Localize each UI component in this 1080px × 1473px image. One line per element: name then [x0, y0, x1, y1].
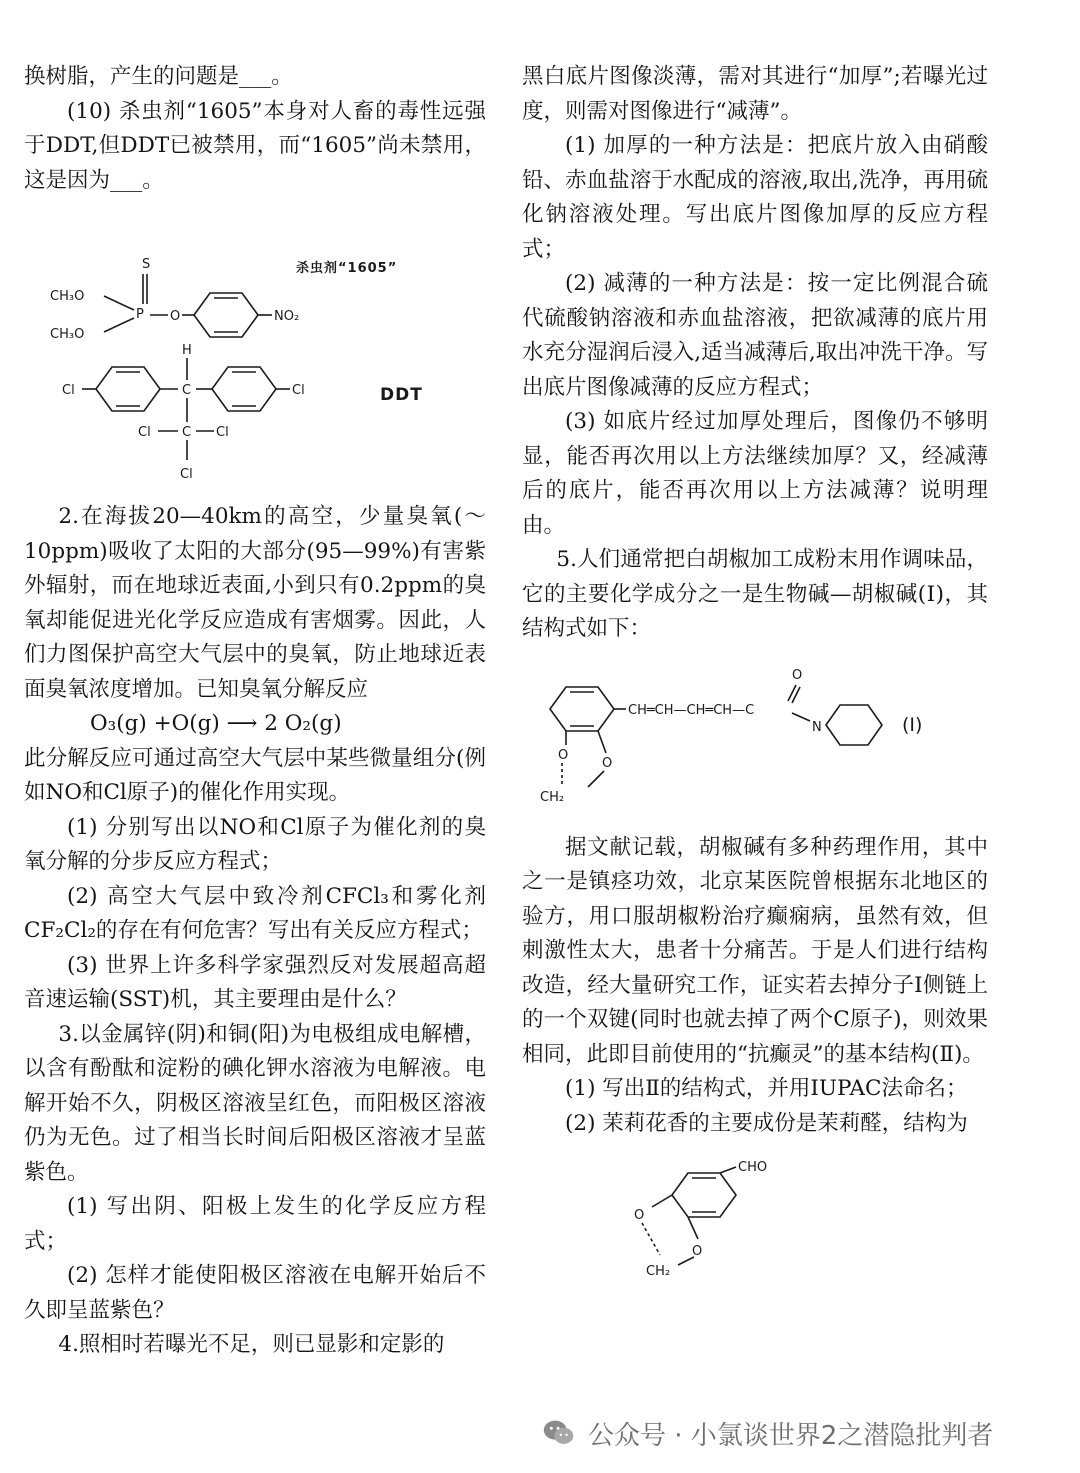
watermark-text: 公众号 · 小氯谈世界2之潜隐批判者 — [588, 1420, 994, 1451]
question-10: (10) 杀虫剂“1605”本身对人畜的毒性远强于DDT,但DDT已被禁用，而“1605”尚未禁用，这是因为___。 — [24, 98, 486, 193]
question-4-part-1: (1) 加厚的一种方法是：把底片放入由硝酸铅、赤血盐溶于水配成的溶液,取出,洗净，再用硫化钠溶液处理。写出底片图像加厚的反应方程式； — [522, 133, 988, 262]
atom-s: S — [142, 257, 151, 272]
atom-c-lower: C — [182, 425, 192, 440]
piperine-o-carbonyl: O — [792, 667, 803, 683]
piperine-chain: CH═CH—CH═CH—C — [628, 702, 755, 718]
piperonal-ch2: CH₂ — [646, 1264, 671, 1279]
piperine-ch2: CH₂ — [540, 789, 565, 805]
piperonal-cho: CHO — [738, 1160, 768, 1175]
question-3-part-2: (2) 怎样才能使阳极区溶液在电解开始后不久即呈蓝紫色？ — [24, 1263, 486, 1323]
question-4-part-3: (3) 如底片经过加厚处理后，图像仍不够明显，能否再次用以上方法继续加厚？又，经减薄后的底片，能否再次用以上方法减薄？说明理由。 — [522, 409, 988, 538]
label-ddt: DDT — [380, 385, 423, 405]
question-2-intro: 2.在海拔20—40km的高空，少量臭氧(～10ppm)吸收了太阳的大部分(95—99%)有害紫外辐射，而在地球近表面,小到只有0.2ppm的臭氧却能促进光化学反应造成有害烟雾。因此，人们力图保护高空大气层中的臭氧，防止地球近表面臭氧浓度增加。已知臭氧分解反应 — [24, 504, 486, 702]
question-2-part-3: (3) 世界上许多科学家强烈反对发展超高超音速运输(SST)机，其主要理由是什么？ — [24, 952, 486, 1012]
question-4-part-2: (2) 减薄的一种方法是：按一定比例混合硫代硫酸钠溶液和赤血盐溶液，把欲减薄的底片用水充分湿润后浸入,适当减薄后,取出冲洗干净。写出底片图像减薄的反应方程式； — [522, 271, 988, 400]
question-5-part-1: (1) 写出Ⅱ的结构式，并用IUPAC法命名； — [565, 1076, 968, 1101]
label-1605: 杀虫剂“1605” — [296, 261, 398, 276]
atom-o-bridge: O — [170, 309, 181, 324]
question-2-part-1: (1) 分别写出以NO和Cl原子为催化剂的臭氧分解的分步反应方程式； — [24, 814, 486, 874]
paragraph-resin: 换树脂，产生的问题是___。 — [24, 64, 293, 89]
piperine-n: N — [812, 719, 822, 735]
atom-cl-c: Cl — [180, 467, 193, 482]
atom-h: H — [182, 343, 192, 358]
paragraph-photo: 黑白底片图像淡薄，需对其进行“加厚”;若曝光过度，则需对图像进行“减薄”。 — [522, 64, 988, 124]
piperine-structure — [522, 649, 988, 819]
atom-cl-right: Cl — [292, 383, 305, 398]
group-no2: NO₂ — [274, 309, 300, 324]
right-column — [522, 60, 988, 1285]
piperine-label: (Ⅰ) — [902, 713, 923, 736]
piperine-o-ring-1: O — [558, 747, 569, 763]
atom-ch3o-bottom: CH₃O — [50, 327, 85, 342]
left-column — [24, 60, 486, 1363]
ozone-equation: O₃(g) +O(g) ⟶ 2 O₂(g) — [90, 711, 342, 736]
piperine-o-ring-2: O — [602, 755, 613, 771]
piperonal-o-1: O — [634, 1208, 645, 1223]
question-3-intro: 3.以金属锌(阴)和铜(阳)为电极组成电解槽，以含有酚酞和淀粉的碘化钾水溶液为电解液。电解开始不久，阴极区溶液呈红色，而阳极区溶液仍为无色。过了相当长时间后阳极区溶液才呈蓝紫色。 — [24, 1021, 486, 1185]
atom-cl-left: Cl — [62, 383, 75, 398]
atom-p: P — [136, 307, 144, 322]
wechat-icon — [540, 1414, 578, 1452]
atom-c-upper: C — [182, 383, 192, 398]
insecticide-structures-figure — [24, 204, 486, 504]
question-5-part-2: (2) 茉莉花香的主要成份是茉莉醛，结构为 — [565, 1110, 968, 1136]
piperonal-structure — [522, 1145, 988, 1285]
atom-cl-b: Cl — [216, 425, 229, 440]
question-2-catalysis: 此分解反应可通过高空大气层中某些微量组分(例如NO和Cl原子)的催化作用实现。 — [24, 745, 486, 805]
piperonal-o-2: O — [692, 1244, 703, 1259]
question-2-part-2: (2) 高空大气层中致冷剂CFCl₃和雾化剂CF₂Cl₂的存在有何危害？写出有关反应方程式； — [24, 883, 486, 943]
atom-cl-a: Cl — [138, 425, 151, 440]
question-4-start: 4.照相时若曝光不足，则已显影和定影的 — [58, 1332, 445, 1357]
question-5-intro: 5.人们通常把白胡椒加工成粉末用作调味品，它的主要化学成分之一是生物碱—胡椒碱(Ⅰ)，其结构式如下： — [522, 547, 988, 641]
question-5-text: 据文献记载，胡椒碱有多种药理作用，其中之一是镇痉功效，北京某医院曾根据东北地区的验方，用口服胡椒粉治疗癫痫病，虽然有效，但刺激性太大，患者十分痛苦。于是人们进行结构改造，经大量研究工作，证实若去掉分子Ⅰ侧链上的一个双键(同时也就去掉了两个C原子)，则效果相同，此即目前使用的“抗癫灵”的基本结构(Ⅱ)。 — [522, 834, 988, 1067]
watermark — [540, 1408, 1060, 1458]
question-3-part-1: (1) 写出阴、阳极上发生的化学反应方程式； — [24, 1194, 486, 1254]
atom-ch3o-top: CH₃O — [50, 289, 85, 304]
